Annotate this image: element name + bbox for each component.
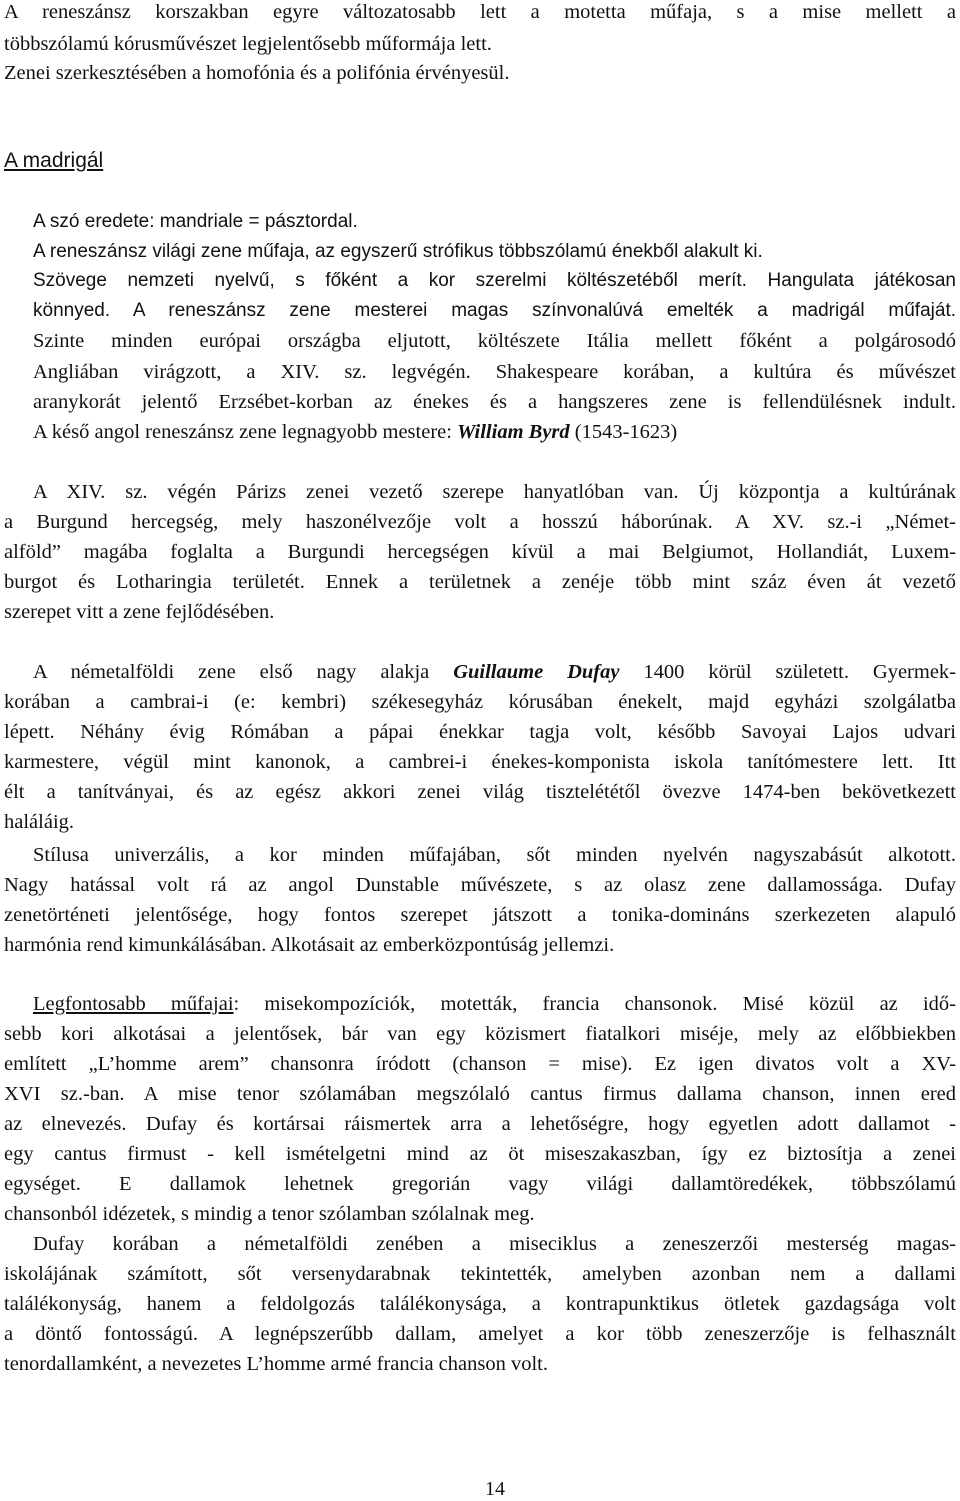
page-number: 14 <box>485 1478 505 1500</box>
text-line: könnyed. A reneszánsz zene mesterei magas színvonalúvá emelték a madrigál műfaját. <box>33 300 956 321</box>
text-line: aranykorát jelentő Erzsébet-korban az énekes és a hangszeres zene is fellendülésnek indult. <box>33 391 956 413</box>
text-line: a döntő fontosságú. A legnépszerűbb dallam, amelyet a kor több zeneszerzője is felhasznált <box>4 1323 956 1345</box>
text-line: zenetörténeti jelentősége, hogy fontos szerepet játszott a tonika-domináns szerkezeten alapuló <box>4 904 956 926</box>
text-line: A reneszánsz világi zene műfaja, az egyszerű strófikus többszólamú énekből alakult ki. <box>33 241 763 262</box>
text-line: Zenei szerkesztésében a homofónia és a polifónia érvényesül. <box>4 62 510 84</box>
text-line: XVI sz.-ban. A mise tenor szólamában megszólaló cantus firmus dallama chanson, innen ered <box>4 1083 956 1105</box>
text-line: harmónia rend kimunkálásában. Alkotásait az emberközpontúság jellemzi. <box>4 934 615 956</box>
text-line: Stílusa univerzális, a kor minden műfajában, sőt minden nyelvén nagyszabásút alkotott. <box>33 844 956 866</box>
section-heading-madrigal: A madrigál <box>4 149 104 172</box>
text-line: A XIV. sz. végén Párizs zenei vezető szerepe hanyatlóban van. Új központja a kultúrának <box>33 481 956 503</box>
text-line: a Burgund hercegség, mely haszonélvezője volt a hosszú háborúnak. A XV. sz.-i „Német- <box>4 511 956 533</box>
text-line: említett „L’homme arem” chansonra íródott (chanson = mise). Ez igen divatos volt a XV- <box>4 1053 956 1075</box>
composer-name-dufay: Guillaume Dufay <box>453 661 620 683</box>
text-line: egységet. E dallamok lehetnek gregorián vagy világi dallamtöredékek, többszólamú <box>4 1173 956 1195</box>
text-line: élt a tanítványai, és az egész akkori zenei világ tisztelététől övezve 1474-ben bekövetkezett <box>4 781 956 803</box>
dufay-prefix: A németalföldi zene első nagy alakja <box>33 661 454 683</box>
text-line: A reneszánsz korszakban egyre változatosabb lett a motetta műfaja, s a mise mellett a <box>4 1 956 23</box>
works-label: Legfontosabb műfajai <box>33 993 234 1015</box>
text-line-byrd <box>33 420 677 444</box>
text-line: burgot és Lotharingia területét. Ennek a területnek a zenéje több mint száz éven át vezető <box>4 571 956 593</box>
text-line: az elnevezés. Dufay és kortársai ráismertek arra a lehetőségre, hogy egyetlen adott dallamot - <box>4 1113 956 1135</box>
text-line: egy cantus firmust - kell ismételgetni mind az öt miseszakaszban, így ez biztosítja a zenei <box>4 1143 956 1165</box>
text-line: A szó eredete: mandriale = pásztordal. <box>33 211 358 232</box>
works-rest: : misekompozíciók, motetták, francia chansonok. Misé közül az idő- <box>233 993 956 1015</box>
text-line: alföld” magába foglalta a Burgundi hercegségen kívül a mai Belgiumot, Hollandiát, Luxem- <box>4 541 956 563</box>
text-line: Szinte minden európai országba eljutott, költészete Itália mellett főként a polgárosodó <box>33 330 956 352</box>
text-line: lépett. Néhány évig Rómában a pápai énekkar tagja volt, később Savoyai Lajos udvari <box>4 721 956 743</box>
text-line: Nagy hatással volt rá az angol Dunstable művészete, s az olasz zene dallamossága. Dufay <box>4 874 956 896</box>
byrd-suffix: (1543-1623) <box>569 421 678 443</box>
text-line: tenordallamként, a nevezetes L’homme armé francia chanson volt. <box>4 1353 548 1375</box>
text-line-works <box>33 992 956 1016</box>
text-line: találékonyság, hanem a feldolgozás találékonysága, a kontrapunktikus ötletek gazdagsága volt <box>4 1293 956 1315</box>
text-line: Angliában virágzott, a XIV. sz. legvégén. Shakespeare korában, a kultúra és művészet <box>33 361 956 383</box>
text-line: karmestere, végül mint kanonok, a cambrei-i énekes-komponista iskola tanítómestere lett. Itt <box>4 751 956 773</box>
text-line-dufay <box>33 660 956 684</box>
text-line: chansonból idézetek, s mindig a tenor szólamban szólalnak meg. <box>4 1203 535 1225</box>
composer-name-byrd: William Byrd <box>457 421 570 443</box>
text-line: többszólamú kórusművészet legjelentősebb műformája lett. <box>4 33 492 55</box>
dufay-suffix: 1400 körül született. Gyermek- <box>619 661 956 683</box>
text-line: Dufay korában a németalföldi zenében a miseciklus a zeneszerzői mesterség magas- <box>33 1233 956 1255</box>
text-line: haláláig. <box>4 811 75 833</box>
text-line: szerepet vitt a zene fejlődésében. <box>4 601 275 623</box>
text-line: sebb kori alkotásai a jelentősek, bár van egy közismert fiatalkori miséje, mely az előbbiekben <box>4 1023 956 1045</box>
text-line: iskolájának számított, sőt versenydarabnak tekintették, amelyben azonban nem a dallami <box>4 1263 956 1285</box>
text-line: Szövege nemzeti nyelvű, s főként a kor szerelmi költészetéből merít. Hangulata játékosan <box>33 270 956 291</box>
byrd-prefix: A késő angol reneszánsz zene legnagyobb mestere: <box>33 421 458 443</box>
text-line: korában a cambrai-i (e: kembri) székesegyház kórusában énekelt, majd egyházi szolgálatba <box>4 691 956 713</box>
